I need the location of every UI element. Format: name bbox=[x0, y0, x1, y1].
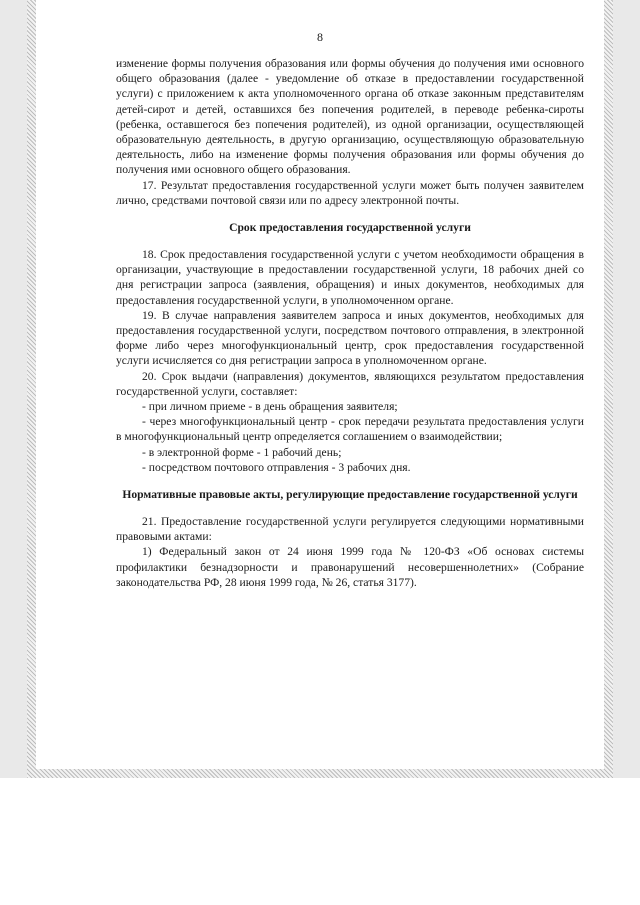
document-page bbox=[36, 0, 604, 769]
section-heading-acts: Нормативные правовые акты, регулирующие предоставление государственной услуги bbox=[122, 488, 578, 502]
paragraph-21-item-1: 1) Федеральный закон от 24 июня 1999 года № 120-ФЗ «Об основах системы профилактики безнадзорности и правонарушений несовершеннолетних» (Собрание законодательства РФ, 28 июня 1999 года, № 26, статья 3177). bbox=[116, 545, 584, 589]
list-item: - в электронной форме - 1 рабочий день; bbox=[142, 445, 342, 459]
scan-border-left bbox=[27, 0, 36, 778]
paragraph-20: 20. Срок выдачи (направления) документов, являющихся результатом предоставления государственной услуги, составляет: bbox=[116, 369, 584, 398]
paragraph-17: 17. Результат предоставления государственной услуги может быть получен заявителем лично, средствами почтовой связи или по адресу электронной почты. bbox=[116, 178, 584, 207]
list-item: - при личном приеме - в день обращения заявителя; bbox=[142, 400, 398, 414]
document-body bbox=[116, 56, 584, 590]
paragraph-21: 21. Предоставление государственной услуги регулируется следующими нормативными правовыми актами: bbox=[116, 515, 584, 544]
list-item: - через многофункциональный центр - срок передачи результата предоставления услуги в многофункциональный центр определяется соглашением о взаимодействии; bbox=[116, 415, 584, 444]
blank-area bbox=[0, 778, 640, 905]
scan-border-bottom bbox=[27, 769, 613, 778]
paragraph-19: 19. В случае направления заявителем запроса и иных документов, необходимых для предоставления государственной услуги, посредством почтового отправления, в электронной форме либо через многофункциональный центр, срок предоставления государственной услуги исчисляется со дня регистрации запроса в уполномоченном органе. bbox=[116, 308, 584, 368]
section-heading-term: Срок предоставления государственной услуги bbox=[229, 221, 471, 235]
scan-border-right bbox=[604, 0, 613, 778]
page-number: 8 bbox=[317, 30, 323, 44]
list-item: - посредством почтового отправления - 3 рабочих дня. bbox=[142, 460, 411, 474]
paragraph-continuation: изменение формы получения образования или формы обучения до получения ими основного общего образования (далее - уведомление об отказе в предоставлении государственной услуги) с приложением к акта уполномоченного органа об отказе законным представителям детей-сирот и детей, оставшихся без попечения родителей, в переводе ребенка-сироты (ребенка, оставшегося без попечения родителей), из одной организации, осуществляющей образовательную деятельность, в другую организацию, осуществляющую образовательную деятельность, либо на изменение формы получения образования или формы обучения до получения ими основного общего образования. bbox=[116, 57, 584, 177]
paragraph-18: 18. Срок предоставления государственной услуги с учетом необходимости обращения в организации, участвующие в предоставлении государственной услуги, 18 рабочих дней со дня регистрации запроса (заявления, обращения) и иных документов, необходимых для предоставления государственной услуги, в уполномоченном органе. bbox=[116, 248, 584, 307]
